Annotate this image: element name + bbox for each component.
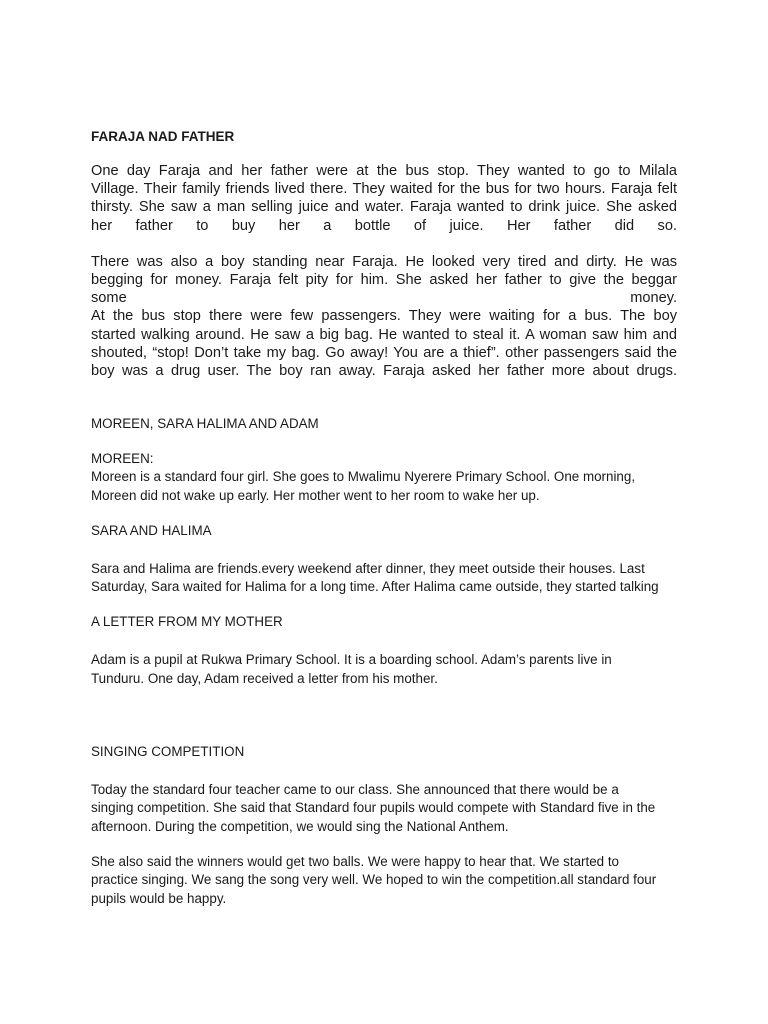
- spacer: [91, 596, 677, 613]
- text-line: Sara and Halima are friends.every weekend after dinner, they meet outside their houses. Last: [91, 560, 645, 576]
- spacer: [91, 761, 677, 781]
- text-line: practice singing. We sang the song very well. We hoped to win the competition.all standard four: [91, 872, 657, 888]
- text-line: singing competition. She said that Standard four pupils would compete with Standard five in the: [91, 800, 656, 816]
- text-line: thirsty. She saw a man selling juice and water. Faraja wanted to drink juice. She asked: [91, 199, 677, 216]
- text-line: Moreen did not wake up early. Her mother went to her room to wake her up.: [91, 487, 540, 503]
- spacer: [91, 505, 677, 522]
- singing-paragraph-1: [91, 781, 677, 836]
- story-title: FARAJA NAD FATHER: [91, 129, 235, 144]
- spacer: [91, 235, 677, 253]
- text-line: At the bus stop there were few passengers. They were waiting for a bus. The boy: [91, 308, 677, 325]
- text-line: shouted, “stop! Don’t take my bag. Go away! You are a thief”. other passengers said the: [91, 344, 677, 361]
- subsection-heading: A LETTER FROM MY MOTHER: [91, 614, 283, 630]
- spacer: [91, 631, 677, 651]
- story-paragraph-1: [91, 162, 677, 235]
- spacer: [91, 836, 677, 853]
- text-line: Village. Their family friends lived there. They waited for the bus for two hours. Faraja felt: [91, 181, 677, 198]
- text-line: There was also a boy standing near Faraja. He looked very tired and dirty. He was: [91, 253, 677, 270]
- spacer: [91, 688, 677, 743]
- text-line: begging for money. Faraja felt pity for him. She asked her father to give the beggar: [91, 272, 677, 289]
- text-line: Adam is a pupil at Rukwa Primary School. It is a boarding school. Adam’s parents live in: [91, 652, 612, 668]
- subsection-heading: MOREEN:: [91, 451, 154, 467]
- text-line: One day Faraja and her father were at the bus stop. They wanted to go to Milala: [91, 163, 677, 179]
- text-line: Moreen is a standard four girl. She goes to Mwalimu Nyerere Primary School. One morning,: [91, 469, 636, 485]
- text-line: boy was a drug user. The boy ran away. Faraja asked her father more about drugs.: [91, 363, 677, 380]
- text-line: started walking around. He saw a big bag. He wanted to steal it. A woman saw him and: [91, 326, 677, 343]
- text-line: Today the standard four teacher came to our class. She announced that there would be a: [91, 782, 619, 798]
- text-line: some money.: [91, 290, 677, 307]
- text-line: afternoon. During the competition, we would sing the National Anthem.: [91, 818, 509, 834]
- sara-paragraph: [91, 560, 677, 597]
- text-line: Tunduru. One day, Adam received a letter from his mother.: [91, 670, 438, 686]
- subsection-heading: SARA AND HALIMA: [91, 522, 212, 538]
- document-page: [91, 128, 677, 908]
- story-paragraph-2: [91, 253, 677, 380]
- spacer: [91, 433, 677, 450]
- spacer: [91, 380, 677, 415]
- text-line: pupils would be happy.: [91, 890, 227, 906]
- text-line: Saturday, Sara waited for Halima for a long time. After Halima came outside, they started talking: [91, 579, 659, 595]
- text-line: She also said the winners would get two balls. We were happy to hear that. We started to: [91, 853, 619, 869]
- singing-paragraph-2: [91, 853, 677, 908]
- section-heading: SINGING COMPETITION: [91, 744, 245, 760]
- text-line: her father to buy her a bottle of juice. Her father did so.: [91, 217, 677, 234]
- moreen-paragraph: [91, 468, 677, 505]
- letter-paragraph: [91, 651, 677, 688]
- spacer: [91, 540, 677, 560]
- section-heading: MOREEN, SARA HALIMA AND ADAM: [91, 416, 319, 432]
